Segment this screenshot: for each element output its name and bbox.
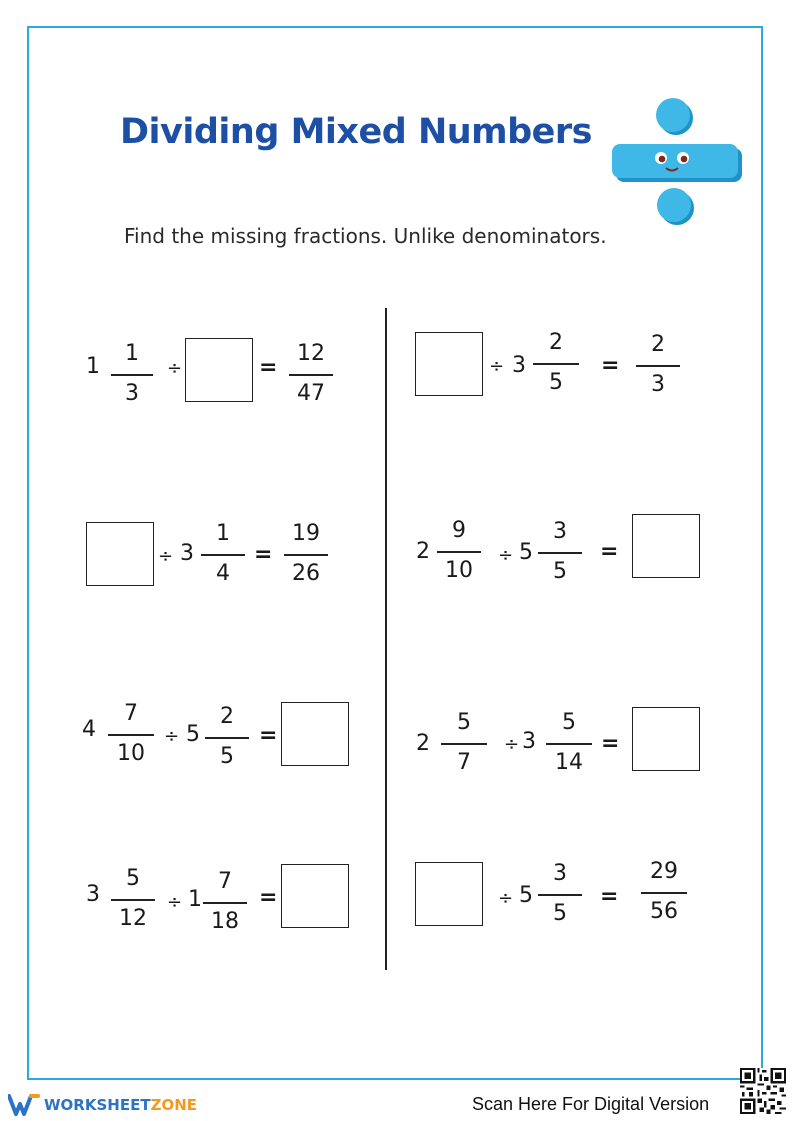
equals-sign: = xyxy=(601,731,620,756)
denominator: 5 xyxy=(549,370,563,395)
denominator: 5 xyxy=(220,744,234,769)
whole-number: 3 xyxy=(512,353,526,378)
whole-number: 5 xyxy=(519,540,533,565)
whole-number: 1 xyxy=(86,354,100,379)
fraction xyxy=(201,522,245,602)
numerator: 5 xyxy=(457,710,471,735)
divide-sign: ÷ xyxy=(167,892,183,913)
fraction xyxy=(636,333,680,413)
divide-sign: ÷ xyxy=(164,726,180,747)
numerator: 3 xyxy=(553,861,567,886)
answer-box[interactable] xyxy=(281,864,349,928)
fraction-bar xyxy=(441,743,487,745)
whole-number: 2 xyxy=(416,731,430,756)
fraction-bar xyxy=(538,894,582,896)
numerator: 2 xyxy=(651,332,665,357)
fraction xyxy=(284,522,328,602)
numerator: 1 xyxy=(125,341,139,366)
whole-number: 4 xyxy=(82,717,96,742)
equals-sign: = xyxy=(600,539,619,564)
fraction-bar xyxy=(284,554,328,556)
denominator: 12 xyxy=(119,906,147,931)
divide-sign: ÷ xyxy=(489,356,505,377)
fraction-bar xyxy=(108,734,154,736)
equals-sign: = xyxy=(259,355,278,380)
whole-number: 1 xyxy=(188,887,202,912)
whole-number: 3 xyxy=(522,729,536,754)
denominator: 7 xyxy=(457,750,471,775)
worksheetzone-logo-icon xyxy=(8,1093,40,1117)
answer-box[interactable] xyxy=(632,707,700,771)
fraction xyxy=(437,519,481,599)
fraction xyxy=(111,342,153,422)
numerator: 12 xyxy=(297,341,325,366)
fraction-bar xyxy=(205,737,249,739)
fraction xyxy=(641,860,687,940)
answer-box[interactable] xyxy=(415,862,483,926)
fraction xyxy=(538,862,582,942)
answer-box[interactable] xyxy=(415,332,483,396)
fraction xyxy=(111,867,155,947)
whole-number: 3 xyxy=(180,541,194,566)
qr-code-icon[interactable] xyxy=(740,1068,786,1114)
fraction-bar xyxy=(538,552,582,554)
scan-instruction: Scan Here For Digital Version xyxy=(472,1094,710,1114)
denominator: 26 xyxy=(292,561,320,586)
whole-number: 5 xyxy=(519,883,533,908)
fraction xyxy=(538,520,582,600)
denominator: 56 xyxy=(650,899,678,924)
logo-text xyxy=(44,1096,197,1114)
denominator: 5 xyxy=(553,901,567,926)
instructions: Find the missing fractions. Unlike denominators. xyxy=(124,224,607,248)
answer-box[interactable] xyxy=(632,514,700,578)
numerator: 19 xyxy=(292,521,320,546)
fraction xyxy=(203,870,247,950)
fraction xyxy=(205,705,249,785)
equals-sign: = xyxy=(259,885,278,910)
denominator: 47 xyxy=(297,381,325,406)
denominator: 3 xyxy=(125,381,139,406)
numerator: 3 xyxy=(553,519,567,544)
numerator: 5 xyxy=(126,866,140,891)
fraction-bar xyxy=(111,374,153,376)
fraction-bar xyxy=(289,374,333,376)
fraction xyxy=(289,342,333,422)
fraction-bar xyxy=(546,743,592,745)
denominator: 14 xyxy=(555,750,583,775)
equals-sign: = xyxy=(259,723,278,748)
fraction xyxy=(108,702,154,782)
division-sign-mascot-icon xyxy=(606,96,746,232)
equals-sign: = xyxy=(600,884,619,909)
answer-box[interactable] xyxy=(185,338,253,402)
fraction-bar xyxy=(636,365,680,367)
denominator: 18 xyxy=(211,909,239,934)
column-divider xyxy=(385,308,387,970)
divide-sign: ÷ xyxy=(498,888,514,909)
fraction xyxy=(441,711,487,791)
numerator: 5 xyxy=(562,710,576,735)
divide-sign: ÷ xyxy=(158,546,174,567)
fraction-bar xyxy=(533,363,579,365)
fraction-bar xyxy=(111,899,155,901)
denominator: 4 xyxy=(216,561,230,586)
denominator: 10 xyxy=(117,741,145,766)
answer-box[interactable] xyxy=(86,522,154,586)
numerator: 1 xyxy=(216,521,230,546)
equals-sign: = xyxy=(601,353,620,378)
fraction-bar xyxy=(203,902,247,904)
numerator: 7 xyxy=(218,869,232,894)
fraction-bar xyxy=(201,554,245,556)
numerator: 2 xyxy=(220,704,234,729)
fraction-bar xyxy=(641,892,687,894)
numerator: 9 xyxy=(452,518,466,543)
equals-sign: = xyxy=(254,542,273,567)
divide-sign: ÷ xyxy=(504,734,520,755)
fraction-bar xyxy=(437,551,481,553)
numerator: 7 xyxy=(124,701,138,726)
divide-sign: ÷ xyxy=(498,545,514,566)
divide-sign: ÷ xyxy=(167,358,183,379)
denominator: 10 xyxy=(445,558,473,583)
brand-worksheet: WORKSHEET xyxy=(44,1096,151,1114)
whole-number: 3 xyxy=(86,882,100,907)
worksheet-title: Dividing Mixed Numbers xyxy=(120,112,593,152)
numerator: 2 xyxy=(549,330,563,355)
whole-number: 2 xyxy=(416,539,430,564)
answer-box[interactable] xyxy=(281,702,349,766)
fraction xyxy=(546,711,592,791)
fraction xyxy=(533,331,579,411)
denominator: 5 xyxy=(553,559,567,584)
whole-number: 5 xyxy=(186,722,200,747)
brand-zone: ZONE xyxy=(150,1096,197,1114)
denominator: 3 xyxy=(651,372,665,397)
numerator: 29 xyxy=(650,859,678,884)
